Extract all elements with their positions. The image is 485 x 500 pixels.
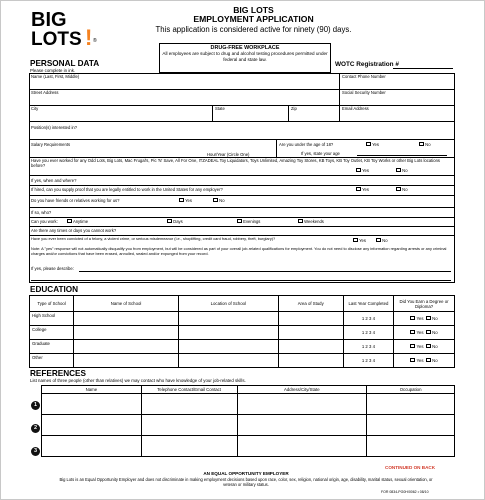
- edu-type-cell: College: [30, 326, 74, 340]
- ref-header-contact: Telephone Contact/Email Contact: [141, 386, 237, 394]
- edu-header-type: Type of School: [30, 296, 74, 312]
- position-input[interactable]: [101, 123, 451, 137]
- proof-label: If hired, can you supply proof that you are legally entitled to work in the United States for any employer?: [31, 187, 223, 192]
- edu-degree-yes-label: Yes: [416, 344, 424, 349]
- anytime-checkbox[interactable]: [67, 219, 72, 223]
- describe-input-line2[interactable]: [31, 280, 451, 281]
- prev-worked-no-label: No: [402, 168, 408, 173]
- email-input[interactable]: [342, 112, 452, 120]
- ref-address-input[interactable]: [237, 436, 367, 457]
- row-divider: [29, 121, 455, 122]
- who-label: If so, who?: [31, 210, 52, 215]
- row-divider: [29, 185, 455, 186]
- state-input[interactable]: [215, 112, 287, 120]
- edu-degree-options[interactable]: [394, 354, 455, 368]
- edu-study-input[interactable]: [278, 326, 343, 340]
- edu-location-input[interactable]: [179, 340, 279, 354]
- cannot-work-label: Are there any times or days you cannot work?: [31, 228, 117, 233]
- edu-name-input[interactable]: [74, 312, 179, 326]
- edu-degree-options[interactable]: [394, 340, 455, 354]
- evenings-label: Evenings: [243, 219, 261, 224]
- street-input[interactable]: [31, 96, 337, 104]
- prev-worked-yes[interactable]: [356, 168, 369, 173]
- row-divider: [29, 207, 455, 208]
- edu-study-input[interactable]: [278, 340, 343, 354]
- anytime-option[interactable]: [67, 219, 88, 224]
- under18-yes-label: Yes: [372, 142, 379, 147]
- edu-degree-yes-checkbox[interactable]: [410, 316, 415, 320]
- big-lots-logo-mark: [29, 8, 103, 48]
- row-divider: [29, 175, 455, 176]
- personal-data-title: PERSONAL DATA: [30, 59, 100, 68]
- convicted-label: Have you ever been convicted of a felony, a violent crime, or serious misdemeanor (i.e., shoplifting, credit card fraud, robbery, theft, burglary)?: [31, 236, 276, 241]
- ref-row-1: [42, 394, 455, 415]
- ref-contact-input[interactable]: [141, 394, 237, 415]
- ref-number-2: 2: [31, 424, 40, 433]
- edu-degree-no-checkbox[interactable]: [426, 316, 431, 320]
- convicted-no-checkbox[interactable]: [376, 238, 381, 242]
- ssn-input[interactable]: [342, 96, 452, 104]
- evenings-checkbox[interactable]: [237, 219, 242, 223]
- edu-location-input[interactable]: [179, 326, 279, 340]
- ref-address-input[interactable]: [237, 394, 367, 415]
- relatives-no-label: No: [219, 198, 225, 203]
- name-input[interactable]: [31, 80, 337, 88]
- ref-name-input[interactable]: [42, 415, 142, 436]
- zip-input[interactable]: [291, 112, 337, 120]
- edu-degree-yes-label: Yes: [416, 358, 424, 363]
- edu-degree-no-label: No: [432, 316, 438, 321]
- ref-contact-input[interactable]: [141, 415, 237, 436]
- can-work-label: Can you work:: [31, 219, 58, 224]
- note-label: Note: A "yes" response will not automatically disqualify you from employment, but will be considered as part of your overall job-related qualifications for employment. You do not need to disclose any information regarding arrests or any criminal charges and/or convictions that have been erased, annulled, sealed and/or expunged from your record.: [31, 246, 447, 256]
- cannot-work-input[interactable]: [131, 228, 451, 234]
- days-label: Days: [173, 219, 183, 224]
- convicted-yes-label: Yes: [359, 238, 366, 243]
- education-table: [29, 295, 455, 368]
- edu-degree-no-label: No: [432, 330, 438, 335]
- edu-degree-yes-label: Yes: [416, 330, 424, 335]
- prev-worked-label: Have you ever worked for any Odd Lots, Big Lots, Mac Frugal's, Pic 'N' Save, All For One, ITZADEAL Toy Liquidators, Toys Unlimited, Amazing Toy Stores, KB Toys, KB Toy Outlet, KB Toy Works or other Big Lots locations before?: [31, 158, 440, 168]
- col-divider: [288, 105, 289, 121]
- ref-header-name: Name: [42, 386, 142, 394]
- edu-degree-yes-checkbox[interactable]: [410, 330, 415, 334]
- proof-yes-checkbox[interactable]: [356, 187, 361, 191]
- prev-worked-yes-label: Yes: [362, 168, 369, 173]
- row-divider: [29, 139, 455, 140]
- wotc-input[interactable]: [393, 68, 453, 69]
- edu-degree-no-label: No: [432, 344, 438, 349]
- state-label: State: [215, 106, 225, 111]
- convicted-no[interactable]: [376, 238, 388, 243]
- edu-row-graduate: [30, 340, 455, 354]
- header-title: EMPLOYMENT APPLICATION: [193, 14, 314, 24]
- ref-occupation-input[interactable]: [367, 394, 455, 415]
- education-title: EDUCATION: [30, 285, 79, 294]
- ref-number-1: 1: [31, 401, 40, 410]
- describe-input[interactable]: [79, 271, 451, 272]
- convicted-yes-checkbox[interactable]: [353, 238, 358, 242]
- edu-year-selector[interactable]: 1 2 3 4: [343, 340, 393, 354]
- when-where-input[interactable]: [93, 179, 451, 184]
- ref-row-3: [42, 436, 455, 457]
- edu-year-selector[interactable]: 1 2 3 4: [343, 354, 393, 368]
- row-divider: [29, 105, 455, 106]
- col-divider: [212, 105, 213, 121]
- continued-on-back: CONTINUED ON BACK: [385, 465, 436, 470]
- proof-no-label: No: [402, 187, 408, 192]
- eoe-title: AN EQUAL OPPORTUNITY EMPLOYER: [203, 471, 289, 476]
- prev-worked-yes-checkbox[interactable]: [356, 168, 361, 172]
- state-age-input[interactable]: [357, 155, 447, 156]
- edu-header-year: Last Year Completed: [343, 296, 393, 312]
- edu-degree-yes-checkbox[interactable]: [410, 344, 415, 348]
- ssn-label: Social Security Number: [342, 90, 386, 95]
- under18-no-checkbox[interactable]: [419, 142, 424, 146]
- days-checkbox[interactable]: [167, 219, 172, 223]
- edu-header-study: Area of Study: [278, 296, 343, 312]
- edu-location-input[interactable]: [179, 312, 279, 326]
- convicted-no-label: No: [382, 238, 388, 243]
- weekends-option[interactable]: [298, 219, 324, 224]
- proof-no[interactable]: [396, 187, 408, 192]
- relatives-yes-label: Yes: [185, 198, 192, 203]
- city-input[interactable]: [31, 112, 211, 120]
- state-age-label: If yes, state your age: [301, 151, 340, 156]
- ref-address-input[interactable]: [237, 415, 367, 436]
- ref-occupation-input[interactable]: [367, 436, 455, 457]
- ref-header-address: Address/City/State: [237, 386, 367, 394]
- convicted-yes[interactable]: [353, 238, 366, 243]
- col-divider: [276, 139, 277, 157]
- relatives-yes-checkbox[interactable]: [179, 198, 184, 202]
- logo-registered-mark: ®: [93, 38, 97, 44]
- relatives-yes[interactable]: [179, 198, 192, 203]
- prev-worked-no[interactable]: [396, 168, 408, 173]
- edu-year-selector[interactable]: 1 2 3 4: [343, 326, 393, 340]
- edu-degree-yes-checkbox[interactable]: [410, 358, 415, 362]
- ref-name-input[interactable]: [42, 394, 142, 415]
- col-divider: [339, 73, 340, 121]
- phone-label: Contact Phone Number: [342, 74, 386, 79]
- edu-degree-no-checkbox[interactable]: [426, 358, 431, 362]
- edu-degree-options[interactable]: [394, 312, 455, 326]
- edu-row-other: [30, 354, 455, 368]
- under18-yes-checkbox[interactable]: [366, 142, 371, 146]
- drug-free-title: DRUG-FREE WORKPLACE: [210, 45, 280, 51]
- salary-input[interactable]: [31, 147, 201, 155]
- logo-bang: !: [85, 25, 93, 48]
- phone-input[interactable]: [342, 80, 452, 88]
- proof-yes-label: Yes: [362, 187, 369, 192]
- edu-study-input[interactable]: [278, 312, 343, 326]
- row-divider: [29, 226, 455, 227]
- edu-name-input[interactable]: [74, 326, 179, 340]
- relatives-no-checkbox[interactable]: [213, 198, 218, 202]
- zip-label: Zip: [291, 106, 297, 111]
- references-title: REFERENCES: [30, 369, 86, 378]
- email-label: Email Address: [342, 106, 369, 111]
- under18-no[interactable]: [419, 142, 431, 147]
- ref-number-3: 3: [31, 447, 40, 456]
- ref-header-occupation: Occupation: [367, 386, 455, 394]
- edu-header-degree: Did You Earn a Degree or Diploma?: [394, 296, 455, 312]
- anytime-label: Anytime: [72, 219, 89, 224]
- drug-free-text: All employees are subject to drug and alcohol testing procedures permitted under federal and state law.: [162, 51, 328, 62]
- when-where-label: If yes, when and where?: [31, 178, 77, 183]
- days-option[interactable]: [167, 219, 183, 224]
- eoe-text: Big Lots is an Equal Opportunity Employer and does not discriminate in making employment decisions based upon race, color, sex, religion, national origin, age, disability, marital status, sexual orientation, or veteran or military status.: [59, 477, 433, 487]
- evenings-option[interactable]: [237, 219, 260, 224]
- row-divider: [29, 217, 455, 218]
- under18-no-label: No: [425, 142, 431, 147]
- edu-degree-no-checkbox[interactable]: [426, 330, 431, 334]
- header-company: BIG LOTS: [233, 5, 274, 15]
- name-label: Name (Last, First, Middle): [31, 74, 80, 79]
- edu-header-name: Name of School: [74, 296, 179, 312]
- ref-row-2: [42, 415, 455, 436]
- under18-label: Are you under the age of 18?: [279, 142, 334, 147]
- edu-type-cell: Other: [30, 354, 74, 368]
- edu-row-college: [30, 326, 455, 340]
- wotc-label: WOTC Registration #: [335, 61, 399, 68]
- describe-label: If yes, please describe:: [31, 266, 74, 271]
- proof-yes[interactable]: [356, 187, 369, 192]
- edu-type-cell: Graduate: [30, 340, 74, 354]
- drug-free-box: [159, 43, 331, 73]
- header-note: This application is considered active for ninety (90) days.: [155, 25, 352, 34]
- edu-header-location: Location of School: [179, 296, 279, 312]
- city-label: City: [31, 106, 39, 111]
- edu-study-input[interactable]: [278, 354, 343, 368]
- salary-label: Salary Requirements: [31, 142, 71, 147]
- proof-no-checkbox[interactable]: [396, 187, 401, 191]
- references-table: [41, 385, 455, 457]
- edu-year-selector[interactable]: 1 2 3 4: [343, 312, 393, 326]
- hour-year-label[interactable]: Hour/Year (Circle One): [207, 152, 250, 157]
- logo-bottom-text: LOTS: [31, 29, 82, 48]
- big-lots-logo: [29, 8, 103, 48]
- under18-yes[interactable]: [366, 142, 379, 147]
- form-id: FOR 0834-PG0H/0062 • 08/10: [381, 490, 429, 494]
- ref-name-input[interactable]: [42, 436, 142, 457]
- personal-data-subtitle: Please complete in ink.: [30, 68, 76, 73]
- edu-location-input[interactable]: [179, 354, 279, 368]
- relatives-no[interactable]: [213, 198, 225, 203]
- position-label: Position(s) interested in?: [31, 125, 78, 130]
- row-divider: [29, 89, 455, 90]
- edu-name-input[interactable]: [74, 340, 179, 354]
- weekends-label: Weekends: [304, 219, 324, 224]
- references-subtitle: List names of three people (other than relatives) we may contact who have knowledge of your job-related skills.: [30, 378, 246, 383]
- ref-occupation-input[interactable]: [367, 415, 455, 436]
- street-label: Street Address: [31, 90, 59, 95]
- row-divider: [29, 195, 455, 196]
- relatives-label: Do you have friends or relatives working for us?: [31, 198, 120, 203]
- ref-contact-input[interactable]: [141, 436, 237, 457]
- edu-degree-options[interactable]: [394, 326, 455, 340]
- edu-type-cell: High School: [30, 312, 74, 326]
- who-input[interactable]: [56, 210, 451, 216]
- edu-row-high-school: [30, 312, 455, 326]
- logo-top-text: BIG: [31, 9, 67, 31]
- edu-degree-yes-label: Yes: [416, 316, 424, 321]
- weekends-checkbox[interactable]: [298, 219, 303, 223]
- edu-name-input[interactable]: [74, 354, 179, 368]
- edu-degree-no-checkbox[interactable]: [426, 344, 431, 348]
- edu-degree-no-label: No: [432, 358, 438, 363]
- prev-worked-no-checkbox[interactable]: [396, 168, 401, 172]
